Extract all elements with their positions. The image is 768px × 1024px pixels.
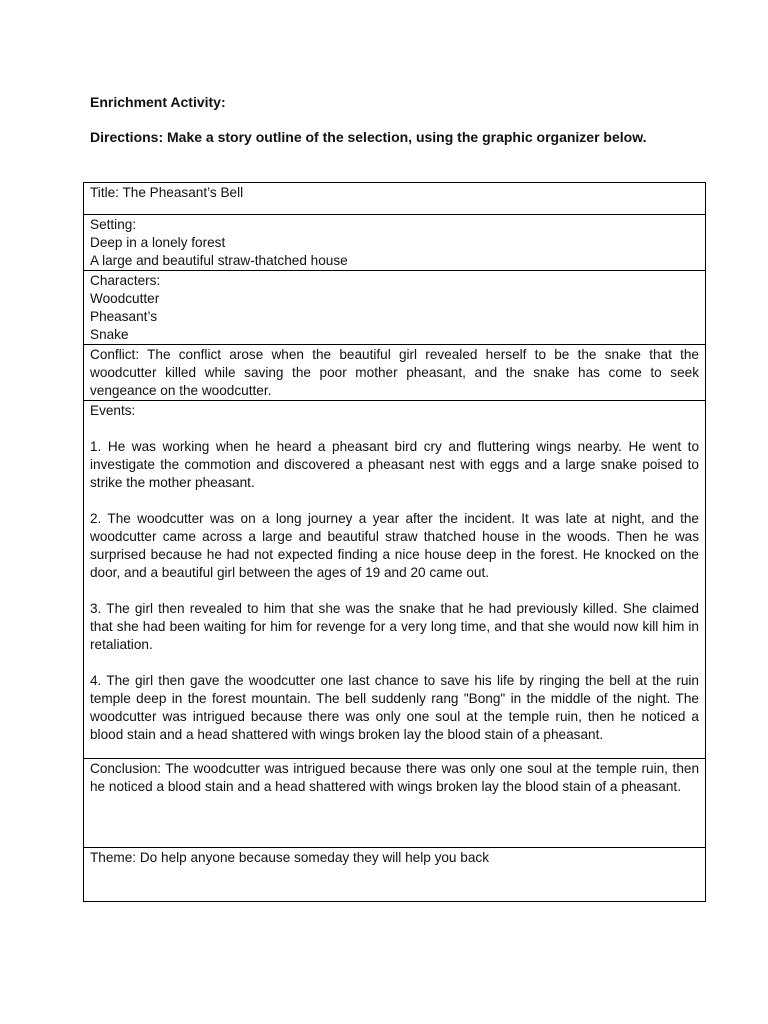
characters-cell <box>84 271 706 345</box>
setting-label: Setting: <box>90 217 137 232</box>
conflict-row <box>84 345 706 401</box>
conflict-cell: Conflict: The conflict arose when the beautiful girl revealed herself to be the snake that the woodcutter killed while saving the poor mother pheasant, and the snake has come to seek vengeance on the woodcutter. <box>84 345 706 401</box>
setting-line: Deep in a lonely forest <box>90 235 226 250</box>
character-item: Pheasant’s <box>90 309 158 324</box>
activity-heading: Enrichment Activity: <box>90 94 226 110</box>
setting-row <box>84 215 706 271</box>
setting-cell <box>84 215 706 271</box>
events-label: Events: <box>90 403 136 418</box>
conclusion-cell: Conclusion: The woodcutter was intrigued because there was only one soul at the temple ruin, then he noticed a blood stain and a head shattered with wings broken lay the blood stain of a pheasant. <box>84 759 706 848</box>
setting-line: A large and beautiful straw-thatched house <box>90 253 348 268</box>
events-cell <box>84 401 706 759</box>
graphic-organizer-table <box>83 182 706 902</box>
event-item: 3. The girl then revealed to him that she was the snake that he had previously killed. She claimed that she had been waiting for him for revenge for a very long time, and that she would now kill him in retaliation. <box>90 601 699 652</box>
event-item: 1. He was working when he heard a pheasant bird cry and fluttering wings nearby. He went to investigate the commotion and discovered a pheasant nest with eggs and a large snake poised to strike the mother pheasant. <box>90 439 699 490</box>
characters-label: Characters: <box>90 273 161 288</box>
characters-row <box>84 271 706 345</box>
character-item: Woodcutter <box>90 291 160 306</box>
directions-text: Directions: Make a story outline of the selection, using the graphic organizer below. <box>90 129 647 145</box>
event-item: 4. The girl then gave the woodcutter one last chance to save his life by ringing the bell at the ruin temple deep in the forest mountain. The bell suddenly rang "Bong" in the middle of the night. The woodcutter was intrigued because there was only one soul at the temple ruin, then he noticed a blood stain and a head shattered with wings broken lay the blood stain of a pheasant. <box>90 673 699 742</box>
theme-cell: Theme: Do help anyone because someday they will help you back <box>84 848 706 902</box>
title-cell: Title: The Pheasant’s Bell <box>84 183 706 215</box>
character-item: Snake <box>90 327 129 342</box>
conclusion-row <box>84 759 706 848</box>
title-row <box>84 183 706 215</box>
theme-row <box>84 848 706 902</box>
events-row <box>84 401 706 759</box>
event-item: 2. The woodcutter was on a long journey a year after the incident. It was late at night, and the woodcutter came across a large and beautiful straw thatched house in the woods. Then he was surprised because he had not expected finding a nice house deep in the forest. He knocked on the door, and a beautiful girl between the ages of 19 and 20 came out. <box>90 511 699 580</box>
